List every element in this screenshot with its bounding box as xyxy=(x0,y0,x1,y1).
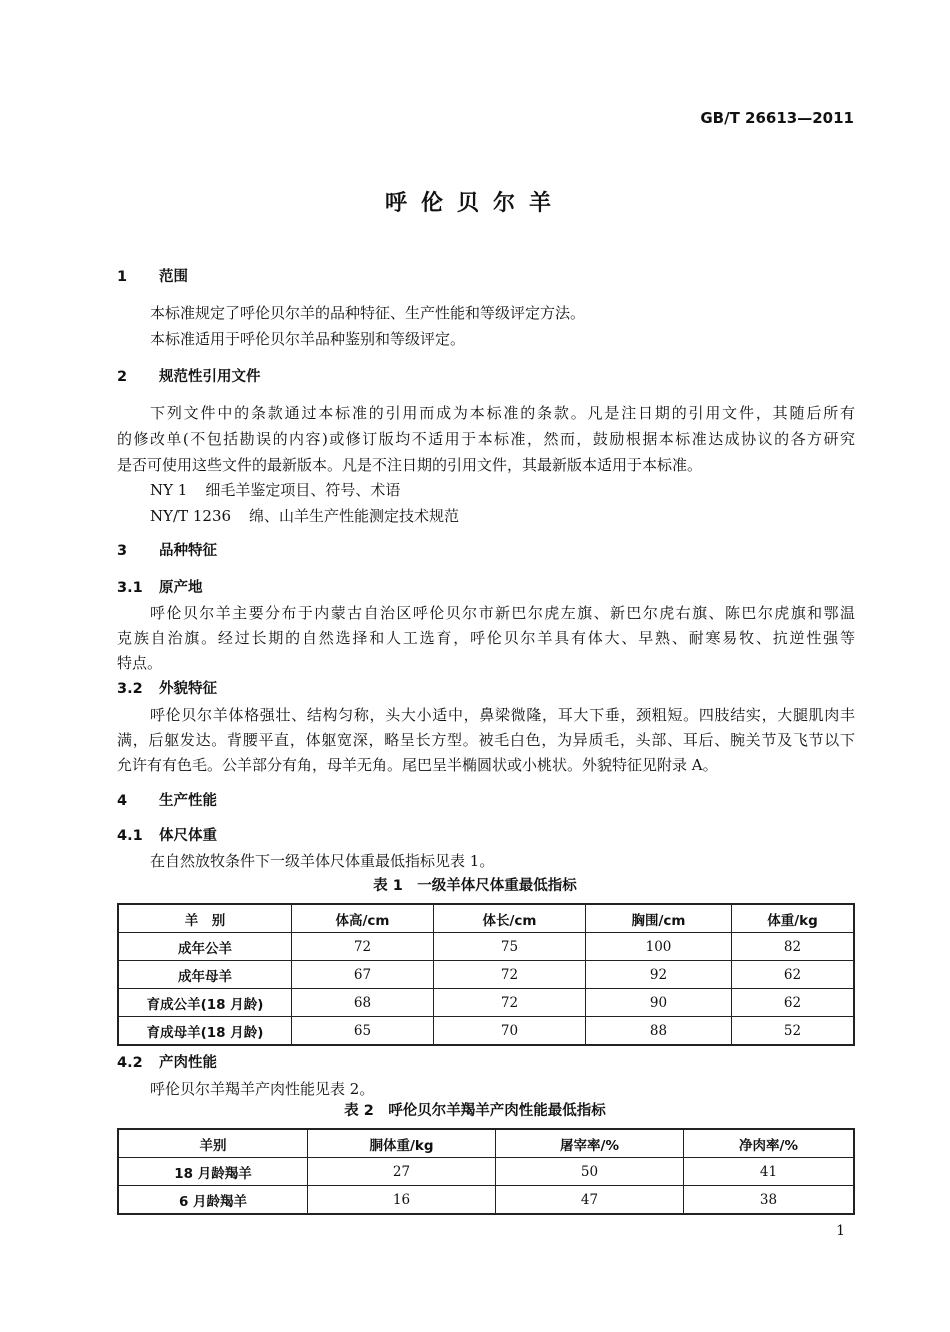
table-cell: 72 xyxy=(434,961,586,989)
section-number: 3 xyxy=(117,543,128,559)
table-cell: 62 xyxy=(732,989,855,1017)
section-title: 生产性能 xyxy=(159,793,217,809)
section-3-heading xyxy=(117,541,217,561)
section-3-1-heading xyxy=(117,578,203,598)
column-header: 胸围/cm xyxy=(586,904,732,933)
row-label: 成年母羊 xyxy=(118,961,292,989)
table-cell: 38 xyxy=(684,1186,855,1215)
section-title: 原产地 xyxy=(159,580,203,596)
table-cell: 16 xyxy=(308,1186,496,1215)
table-cell: 65 xyxy=(292,1017,434,1046)
section-title: 外貌特征 xyxy=(159,681,217,697)
table-row xyxy=(118,989,854,1017)
column-header: 体长/cm xyxy=(434,904,586,933)
column-header: 胴体重/kg xyxy=(308,1129,496,1158)
table-cell: 72 xyxy=(434,989,586,1017)
section-title: 规范性引用文件 xyxy=(159,369,261,385)
table-cell: 67 xyxy=(292,961,434,989)
paragraph-line: 呼伦贝尔羊羯羊产肉性能见表 2。 xyxy=(150,1080,375,1098)
table-cell: 52 xyxy=(732,1017,855,1046)
table-cell: 72 xyxy=(292,933,434,961)
reference-code: NY 1 xyxy=(150,481,188,499)
column-header: 体高/cm xyxy=(292,904,434,933)
section-title: 品种特征 xyxy=(159,543,217,559)
paragraph-line: 下列文件中的条款通过本标准的引用而成为本标准的条款。凡是注日期的引用文件，其随后所有 xyxy=(150,404,855,422)
reference-code: NY/T 1236 xyxy=(150,507,232,525)
row-label: 6 月龄羯羊 xyxy=(118,1186,308,1215)
paragraph-line: 克族自治旗。经过长期的自然选择和人工选育，呼伦贝尔羊具有体大、早熟、耐寒易牧、抗逆性强等 xyxy=(117,629,855,647)
row-label: 育成母羊(18 月龄) xyxy=(118,1017,292,1046)
section-4-heading xyxy=(117,791,217,811)
paragraph-line: 在自然放牧条件下一级羊体尺体重最低指标见表 1。 xyxy=(150,852,495,870)
table-cell: 88 xyxy=(586,1017,732,1046)
section-number: 4 xyxy=(117,793,128,809)
column-header: 体重/kg xyxy=(732,904,855,933)
table-row xyxy=(118,1017,854,1046)
document-title: 呼伦贝尔羊 xyxy=(384,191,565,216)
section-number: 4.2 xyxy=(117,1055,143,1071)
standard-number: GB/T 26613—2011 xyxy=(700,109,854,127)
column-header: 羊 别 xyxy=(118,904,292,933)
table-row xyxy=(118,1158,854,1186)
paragraph-line: 呼伦贝尔羊主要分布于内蒙古自治区呼伦贝尔市新巴尔虎左旗、新巴尔虎右旗、陈巴尔虎旗和鄂温 xyxy=(150,604,855,622)
table-cell: 92 xyxy=(586,961,732,989)
table-2 xyxy=(117,1128,855,1215)
table-cell: 27 xyxy=(308,1158,496,1186)
table-cell: 100 xyxy=(586,933,732,961)
table-header-row xyxy=(118,1129,854,1158)
table-cell: 90 xyxy=(586,989,732,1017)
reference-title: 绵、山羊生产性能测定技术规范 xyxy=(249,507,460,525)
row-label: 成年公羊 xyxy=(118,933,292,961)
table-cell: 62 xyxy=(732,961,855,989)
paragraph-line: 允许有有色毛。公羊部分有角，母羊无角。尾巴呈半椭圆状或小桃状。外貌特征见附录 A。 xyxy=(117,756,718,774)
table-cell: 68 xyxy=(292,989,434,1017)
section-4-1-heading xyxy=(117,826,217,846)
paragraph-line: 本标准规定了呼伦贝尔羊的品种特征、生产性能和等级评定方法。 xyxy=(150,304,586,322)
reference-item xyxy=(150,480,400,500)
row-label: 育成公羊(18 月龄) xyxy=(118,989,292,1017)
row-label: 18 月龄羯羊 xyxy=(118,1158,308,1186)
table-2-caption: 表 2 呼伦贝尔羊羯羊产肉性能最低指标 xyxy=(344,1103,606,1119)
section-3-2-heading xyxy=(117,679,217,699)
column-header: 净肉率/% xyxy=(684,1129,855,1158)
section-number: 1 xyxy=(117,269,128,285)
section-title: 范围 xyxy=(159,269,188,285)
column-header: 屠宰率/% xyxy=(496,1129,684,1158)
paragraph-line: 满，后躯发达。背腰平直，体躯宽深，略呈长方型。被毛白色，为异质毛，头部、耳后、腕关节及飞节以下 xyxy=(117,731,855,749)
section-1-heading xyxy=(117,267,188,287)
paragraph-line: 是否可使用这些文件的最新版本。凡是不注日期的引用文件，其最新版本适用于本标准。 xyxy=(117,456,703,474)
section-number: 3.2 xyxy=(117,681,143,697)
paragraph-line: 特点。 xyxy=(117,654,163,672)
reference-title: 细毛羊鉴定项目、符号、术语 xyxy=(205,481,401,499)
table-cell: 47 xyxy=(496,1186,684,1215)
table-cell: 41 xyxy=(684,1158,855,1186)
table-cell: 82 xyxy=(732,933,855,961)
column-header: 羊别 xyxy=(118,1129,308,1158)
paragraph-line: 呼伦贝尔羊体格强壮、结构匀称，头大小适中，鼻梁微隆，耳大下垂，颈粗短。四肢结实，大腿肌肉丰 xyxy=(150,706,855,724)
table-1-caption: 表 1 一级羊体尺体重最低指标 xyxy=(373,878,577,894)
table-row xyxy=(118,933,854,961)
section-2-heading xyxy=(117,367,261,387)
section-title: 产肉性能 xyxy=(159,1055,217,1071)
section-number: 3.1 xyxy=(117,580,143,596)
paragraph-line: 本标准适用于呼伦贝尔羊品种鉴别和等级评定。 xyxy=(150,330,466,348)
section-number: 4.1 xyxy=(117,828,143,844)
page-number: 1 xyxy=(836,1223,845,1239)
table-row xyxy=(118,1186,854,1215)
table-cell: 75 xyxy=(434,933,586,961)
table-header-row xyxy=(118,904,854,933)
paragraph-line: 的修改单(不包括勘误的内容)或修订版均不适用于本标准，然而，鼓励根据本标准达成协议的各方研究 xyxy=(117,430,855,448)
table-1 xyxy=(117,903,855,1046)
table-row xyxy=(118,961,854,989)
section-number: 2 xyxy=(117,369,128,385)
table-cell: 70 xyxy=(434,1017,586,1046)
reference-item xyxy=(150,506,459,526)
table-cell: 50 xyxy=(496,1158,684,1186)
section-title: 体尺体重 xyxy=(159,828,217,844)
section-4-2-heading xyxy=(117,1053,217,1073)
